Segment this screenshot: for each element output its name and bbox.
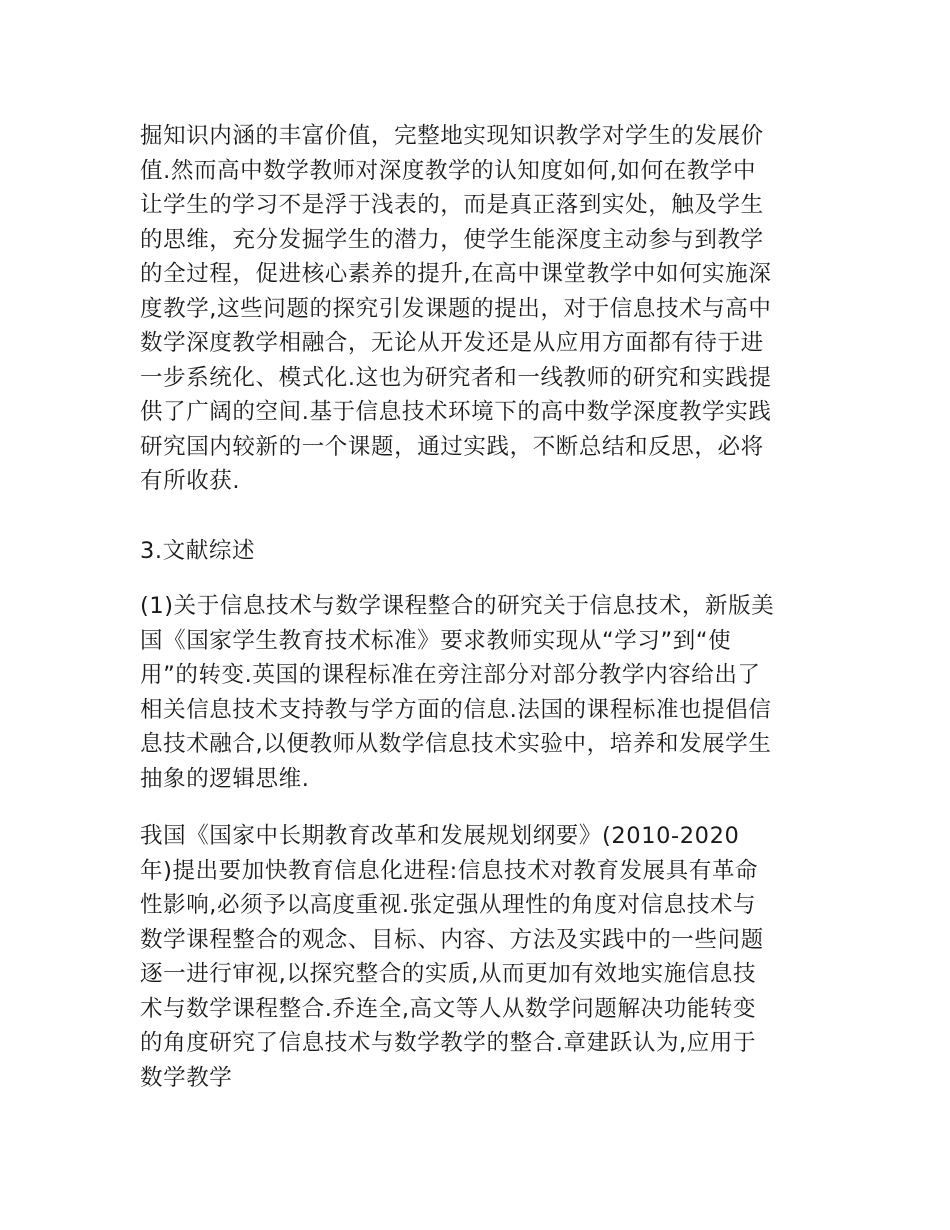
text-line: 逐一进行审视,以探究整合的实质,从而更加有效地实施信息技: [140, 961, 757, 987]
text-line: 用”的转变.英国的课程标准在旁注部分对部分教学内容给出了: [140, 662, 761, 688]
text-line: 性影响,必须予以高度重视.张定强从理性的角度对信息技术与: [140, 892, 757, 918]
text-line: 数学课程整合的观念、目标、内容、方法及实践中的一些问题: [140, 926, 764, 953]
text-line: 供了广阔的空间.基于信息技术环境下的高中数学深度教学实践: [140, 399, 772, 425]
text-line: 的全过程，促进核心素养的提升,在高中课堂教学中如何实施深: [140, 261, 772, 287]
text-line: 掘知识内涵的丰富价值，完整地实现知识教学对学生的发展价: [140, 123, 764, 149]
text-line: 息技术融合,以便教师从数学信息技术实验中，培养和发展学生: [140, 731, 772, 757]
paragraph-domestic-research: [140, 819, 815, 1095]
text-line: 我国《国家中长期教育改革和发展规划纲要》(2010-2020: [140, 823, 740, 849]
section-heading: 3.文献综述: [140, 538, 256, 564]
text-line: 相关信息技术支持教与学方面的信息.法国的课程标准也提倡信: [140, 696, 772, 723]
text-line: 有所收获.: [140, 468, 241, 494]
text-line: 的角度研究了信息技术与数学教学的整合.章建跃认为,应用于: [140, 1030, 757, 1056]
text-line: 数学深度教学相融合，无论从开发还是从应用方面都有待于进: [140, 330, 764, 356]
text-line: 抽象的逻辑思维.: [140, 765, 310, 792]
text-line: 年)提出要加快教育信息化进程:信息技术对教育发展具有革命: [140, 857, 759, 884]
paragraph-background: [140, 119, 815, 499]
text-line: 值.然而高中数学教师对深度教学的认知度如何,如何在教学中: [140, 157, 757, 184]
text-line: 国《国家学生教育技术标准》要求教师实现从“学习”到“使: [140, 627, 732, 654]
text-line: 的思维，充分发掘学生的潜力，使学生能深度主动参与到教学: [140, 226, 764, 253]
text-line: 数学教学: [140, 1064, 233, 1091]
text-line: (1)关于信息技术与数学课程整合的研究关于信息技术，新版美: [140, 593, 775, 619]
text-line: 度教学,这些问题的探究引发课题的提出，对于信息技术与高中: [140, 295, 772, 322]
text-line: 研究国内较新的一个课题，通过实践，不断总结和反思，必将: [140, 433, 764, 460]
text-line: 一步系统化、模式化.这也为研究者和一线教师的研究和实践提: [140, 364, 772, 391]
paragraph-international-research: [140, 589, 815, 796]
text-line: 让学生的学习不是浮于浅表的，而是真正落到实处，触及学生: [140, 192, 764, 218]
text-line: 术与数学课程整合.乔连全,高文等人从数学问题解决功能转变: [140, 995, 757, 1022]
